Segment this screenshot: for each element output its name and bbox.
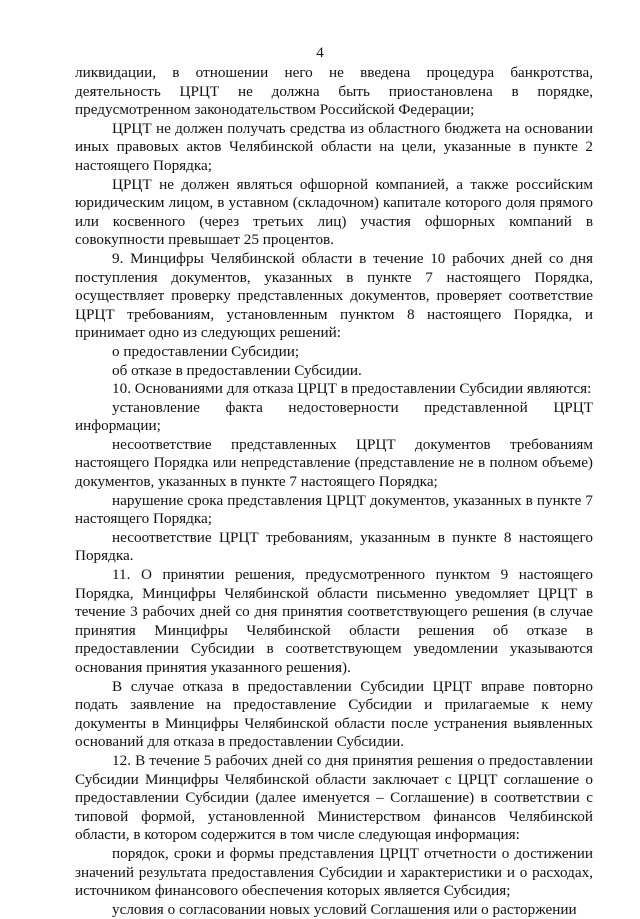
paragraph: несоответствие представленных ЦРЦТ документов требованиям настоящего Порядка или непредставление (представление не в полном объеме) документов, указанных в пункте 7 настоящего Порядка; [75,435,593,491]
body-text [75,64,593,919]
paragraph: ЦРЦТ не должен являться офшорной компанией, а также российским юридическим лицом, в уставном (складочном) капитале которого доля прямого или косвенного (через третьих лиц) участия офшорных компаний в совокупности превышает 25 процентов. [75,175,593,249]
paragraph: установление факта недостоверности представленной ЦРЦТ информации; [75,398,593,435]
paragraph: условия о согласовании новых условий Соглашения или о расторжении [112,900,577,918]
page-number: 4 [316,45,324,61]
paragraph: 12. В течение 5 рабочих дней со дня принятия решения о предоставлении Субсидии Минцифры Челябинской области заключает с ЦРЦТ соглашение о предоставлении Субсидии (далее именуется – Соглашение) в соответствии с типовой формой, установленной Министерством финансов Челябинской области, в котором содержится в том числе следующая информация: [75,751,593,844]
paragraph: ликвидации, в отношении него не введена процедура банкротства, деятельность ЦРЦТ не должна быть приостановлена в порядке, предусмотренном законодательством Российской Федерации; [75,64,593,119]
paragraph: В случае отказа в предоставлении Субсидии ЦРЦТ вправе повторно подать заявление на предоставление Субсидии и прилагаемые к нему документы в Минцифры Челябинской области после устранения выявленных оснований для отказа в предоставлении Субсидии. [75,677,593,751]
paragraph: 10. Основаниями для отказа ЦРЦТ в предоставлении Субсидии являются: [112,380,592,398]
paragraph: ЦРЦТ не должен получать средства из областного бюджета на основании иных правовых актов Челябинской области на цели, указанные в пункте 2 настоящего Порядка; [75,119,593,174]
paragraph: 11. О принятии решения, предусмотренного пунктом 9 настоящего Порядка, Минцифры Челябинской области письменно уведомляет ЦРЦТ в течение 3 рабочих дней со дня принятия соответствующего решения (в случае принятия Минцифры Челябинской области решения об отказе в предоставлении Субсидии в соответствующем уведомлении указываются основания принятия указанного решения). [75,566,593,676]
paragraph: порядок, сроки и формы представления ЦРЦТ отчетности о достижении значений результата предоставления Субсидии и характеристики и о расходах, источником финансового обеспечения которых является Субсидия; [75,844,593,900]
paragraph: о предоставлении Субсидии; [112,342,300,360]
paragraph: об отказе в предоставлении Субсидии. [112,361,362,379]
paragraph: нарушение срока представления ЦРЦТ документов, указанных в пункте 7 настоящего Порядка; [75,491,593,528]
paragraph: несоответствие ЦРЦТ требованиям, указанным в пункте 8 настоящего Порядка. [75,528,593,565]
paragraph: 9. Минцифры Челябинской области в течение 10 рабочих дней со дня поступления документов, указанных в пункте 7 настоящего Порядка, осуществляет проверку представленных документов, проверяет соответствие ЦРЦТ требованиям, установленным пунктом 8 настоящего Порядка, и принимает одно из следующих решений: [75,249,593,342]
